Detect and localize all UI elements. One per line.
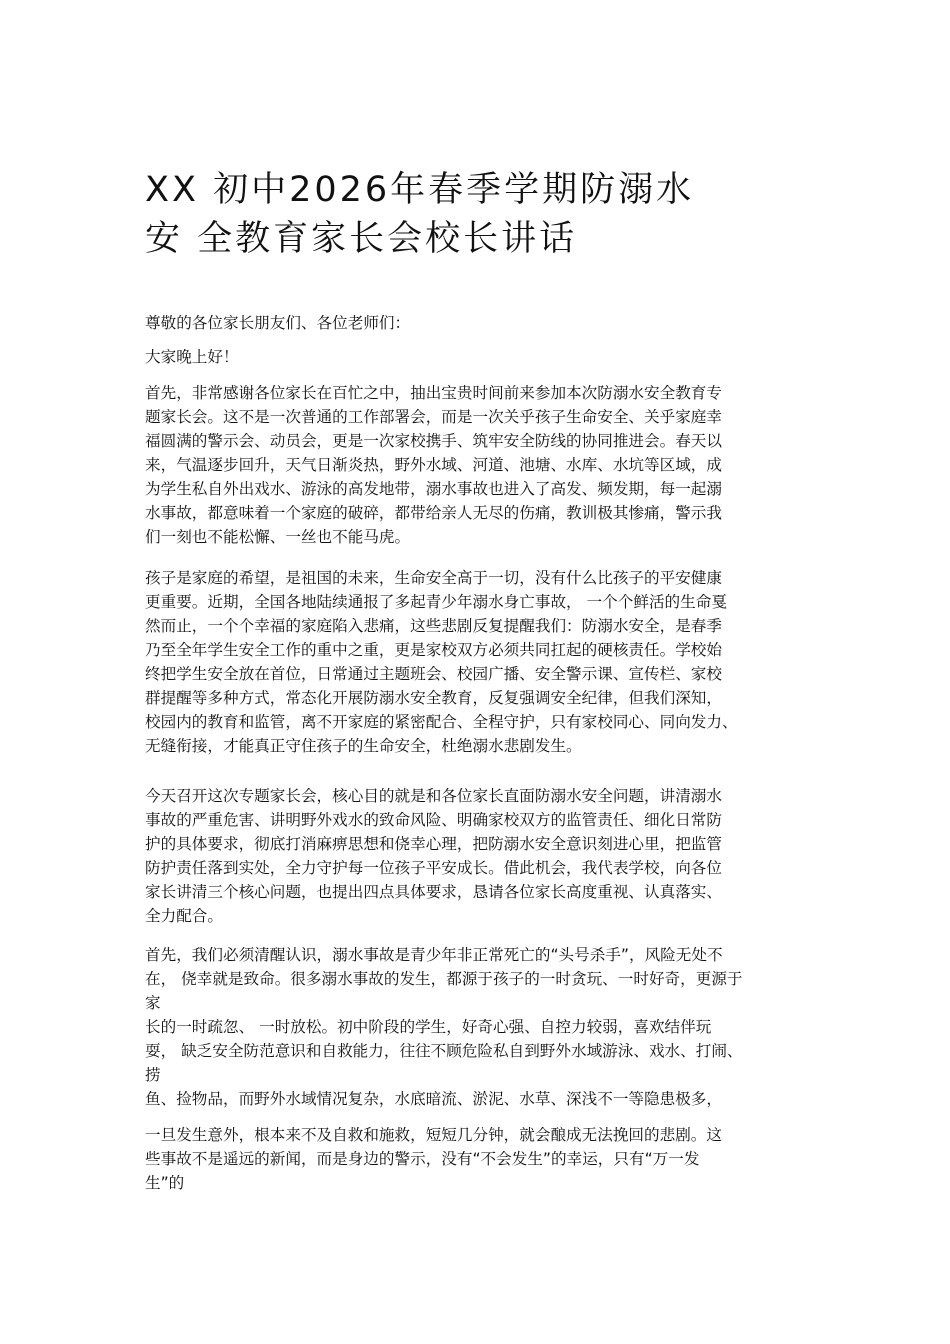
paragraph-line: 一旦发生意外，根本来不及自救和施救，短短几分钟，就会酿成无法挽回的悲剧。这: [145, 1126, 722, 1144]
greeting-text: 尊敬的各位家长朋友们、各位老师们：: [145, 314, 411, 332]
paragraph-2: [145, 566, 835, 758]
paragraph-line: 更重要。近期，全国各地陆续通报了多起青少年溺水身亡事故， 一个个鲜活的生命戛: [145, 593, 727, 611]
salutation: [145, 345, 835, 369]
paragraph-line: 乃至全年学生安全工作的重中之重，更是家校双方必须共同扛起的硬核责任。学校始: [145, 641, 722, 659]
paragraph-line: 事故的严重危害、讲明野外戏水的致命风险、明确家校双方的监管责任、细化日常防: [145, 811, 722, 829]
paragraph-line: 长的一时疏忽、 一时放松。初中阶段的学生，好奇心强、自控力较弱，喜欢结伴玩: [145, 1018, 712, 1036]
paragraph-line: 水事故，都意味着一个家庭的破碎，都带给亲人无尽的伤痛，教训极其惨痛，警示我: [145, 504, 722, 522]
paragraph-line: 在， 侥幸就是致命。很多溺水事故的发生，都源于孩子的一时贪玩、一时好奇，更源于: [145, 970, 743, 988]
paragraph-4: [145, 943, 835, 1111]
paragraph-line: 首先，我们必须清醒认识，溺水事故是青少年非正常死亡的“头号杀手”，风险无处不: [145, 946, 723, 964]
paragraph-line: 捞: [145, 1066, 161, 1084]
paragraph-line: 生”的: [145, 1174, 185, 1192]
paragraph-line: 全力配合。: [145, 907, 223, 925]
paragraph-line: 为学生私自外出戏水、游泳的高发地带，溺水事故也进入了高发、频发期，每一起溺: [145, 480, 722, 498]
paragraph-3: [145, 784, 835, 928]
paragraph-line: 耍， 缺乏安全防范意识和自救能力，往往不顾危险私自到野外水域游泳、戏水、打闹、: [145, 1042, 743, 1060]
greeting: [145, 311, 835, 335]
paragraph-line: 孩子是家庭的希望，是祖国的未来，生命安全高于一切，没有什么比孩子的平安健康: [145, 569, 722, 587]
paragraph-line: 首先，非常感谢各位家长在百忙之中，抽出宝贵时间前来参加本次防溺水安全教育专: [145, 384, 722, 402]
paragraph-line: 家: [145, 994, 161, 1012]
paragraph-line: 然而止，一个个幸福的家庭陷入悲痛，这些悲剧反复提醒我们：防溺水安全，是春季: [145, 617, 722, 635]
paragraph-line: 家长讲清三个核心问题，也提出四点具体要求，恳请各位家长高度重视、认真落实、: [145, 883, 722, 901]
salutation-text: 大家晚上好！: [145, 348, 239, 366]
paragraph-line: 福圆满的警示会、动员会，更是一次家校携手、筑牢安全防线的协同推进会。春天以: [145, 432, 722, 450]
document-title-line-1: XX 初中2026年春季学期防溺水: [145, 170, 695, 210]
paragraph-line: 防护责任落到实处，全力守护每一位孩子平安成长。借此机会，我代表学校，向各位: [145, 859, 722, 877]
paragraph-line: 护的具体要求，彻底打消麻痹思想和侥幸心理，把防溺水安全意识刻进心里，把监管: [145, 835, 722, 853]
paragraph-1: [145, 381, 835, 549]
paragraph-line: 无缝衔接，才能真正守住孩子的生命安全，杜绝溺水悲剧发生。: [145, 737, 582, 755]
paragraph-line: 鱼、捡物品，而野外水域情况复杂，水底暗流、淤泥、水草、深浅不一等隐患极多，: [145, 1090, 722, 1108]
paragraph-line: 校园内的教育和监管，离不开家庭的紧密配合、全程守护，只有家校同心、同向发力、: [145, 713, 738, 731]
paragraph-line: 题家长会。这不是一次普通的工作部署会，而是一次关乎孩子生命安全、关乎家庭幸: [145, 408, 722, 426]
paragraph-4-continued: [145, 1123, 835, 1195]
paragraph-line: 终把学生安全放在首位，日常通过主题班会、校园广播、安全警示课、宣传栏、家校: [145, 665, 722, 683]
paragraph-line: 今天召开这次专题家长会，核心目的就是和各位家长直面防溺水安全问题，讲清溺水: [145, 787, 722, 805]
paragraph-line: 们一刻也不能松懈、一丝也不能马虎。: [145, 528, 411, 546]
paragraph-line: 些事故不是遥远的新闻，而是身边的警示，没有“不会发生”的幸运，只有“万一发: [145, 1150, 700, 1168]
document-title-line-2: 安 全教育家长会校长讲话: [145, 219, 578, 259]
paragraph-line: 群提醒等多种方式，常态化开展防溺水安全教育，反复强调安全纪律，但我们深知，: [145, 689, 722, 707]
paragraph-line: 来，气温逐步回升，天气日渐炎热，野外水域、河道、池塘、水库、水坑等区域，成: [145, 456, 722, 474]
